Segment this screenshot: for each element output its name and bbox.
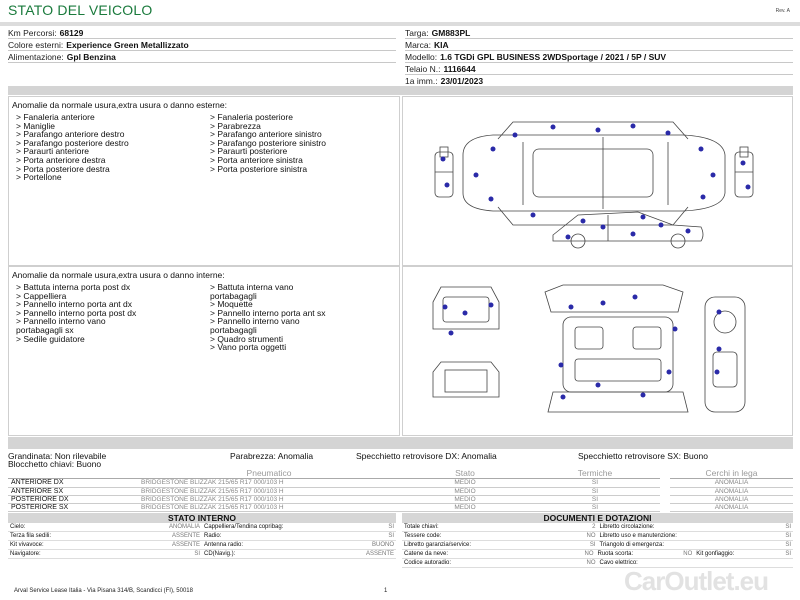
exterior-damage-list-2 xyxy=(210,113,326,173)
list-item: Libretto garanzia/service: SI Triangolo di emergenza: SI xyxy=(404,542,791,548)
tyre-model: BRIDGESTONE BLIZZAK 215/65 R17 000/103 H xyxy=(138,479,400,487)
tyre-winter: SI xyxy=(530,487,660,495)
info-label: Targa: xyxy=(405,28,429,38)
list-item: Totale chiavi: 2 Libretto circolazione: SI xyxy=(404,524,791,530)
info-label: Km Percorsi: xyxy=(8,28,57,38)
list-item: portabagagli sx xyxy=(16,324,74,335)
info-row xyxy=(8,39,396,51)
tyre-position: POSTERIORE SX xyxy=(8,503,138,511)
list-item: portabagagli xyxy=(210,290,257,301)
info-row xyxy=(405,51,793,63)
tyre-position: POSTERIORE DX xyxy=(8,495,138,503)
section-divider xyxy=(8,86,793,95)
list-item: > Paraurti anteriore xyxy=(16,146,89,157)
list-item: > Sedile guidatore xyxy=(16,333,85,344)
vehicle-info-left xyxy=(8,27,396,63)
tyre-state: MEDIO xyxy=(400,487,530,495)
list-item: portabagagli xyxy=(210,324,257,335)
info-row xyxy=(8,51,396,63)
list-item: > Fanaleria posteriore xyxy=(210,112,293,122)
list-item: Terza fila sedili: ASSENTE Radio: SI xyxy=(10,533,394,539)
tyres-header-stato: Stato xyxy=(400,468,530,479)
tyre-state: MEDIO xyxy=(400,479,530,487)
info-label: Colore esterni: xyxy=(8,40,64,50)
tyre-model: BRIDGESTONE BLIZZAK 215/65 R17 000/103 H xyxy=(138,503,400,511)
vehicle-info-right xyxy=(405,27,793,87)
list-item: > Pannello interno porta post dx xyxy=(16,307,137,318)
list-item: > Paraurti posteriore xyxy=(210,146,288,157)
list-item: > Cappelliera xyxy=(16,290,67,301)
list-item: Tessere code: NO Libretto uso e manutenzione: SI xyxy=(404,533,791,539)
table-row xyxy=(8,495,793,503)
interior-damage-list-2 xyxy=(210,283,326,352)
section-divider xyxy=(8,437,793,449)
tyre-winter: SI xyxy=(530,479,660,487)
info-value: Gpl Benzina xyxy=(66,52,116,62)
tyres-header-pneumatico: Pneumatico xyxy=(138,468,400,479)
info-value: 1.6 TGDi GPL BUSINESS 2WDSportage / 2021 / 5P / SUV xyxy=(440,52,667,62)
list-item: > Parafango anteriore sinistro xyxy=(210,129,322,140)
tyre-position: ANTERIORE SX xyxy=(8,487,138,495)
info-value: 23/01/2023 xyxy=(440,76,484,86)
interior-status-section xyxy=(8,513,396,559)
exterior-damage-title: Anomalie da normale usura,extra usura o danno esterne: xyxy=(12,100,227,110)
tyre-winter: SI xyxy=(530,495,660,503)
list-item: Navigatore: SI CD(Navig.): ASSENTE xyxy=(10,551,394,557)
list-item: > Pannello interno porta ant sx xyxy=(210,307,326,318)
info-label: 1a imm.: xyxy=(405,76,438,86)
info-value: 68129 xyxy=(59,28,84,38)
list-item: > Parafango posteriore destro xyxy=(16,137,129,148)
list-item: > Quadro strumenti xyxy=(210,333,283,344)
info-label: Telaio N.: xyxy=(405,64,441,74)
table-row xyxy=(8,487,793,495)
list-item: > Parafango anteriore destro xyxy=(16,129,125,140)
grandinata-status: Grandinata: Non rilevabile xyxy=(8,451,107,461)
list-item: > Vano porta oggetti xyxy=(210,342,287,353)
tyres-header-cerchi: Cerchi in lega xyxy=(670,468,793,479)
documents-section xyxy=(402,513,793,568)
mirror-dx-status: Specchietto retrovisore DX: Anomalia xyxy=(356,451,497,461)
info-value: Experience Green Metallizzato xyxy=(66,40,189,50)
list-item: Codice autoradio: NO Cavo elettrico: xyxy=(402,559,793,568)
tyres-rows xyxy=(8,479,793,512)
list-item: > Porta posteriore sinistra xyxy=(210,163,308,174)
tyre-state: MEDIO xyxy=(400,503,530,511)
watermark-logo: CarOutlet.eu xyxy=(624,566,769,596)
tyre-model: BRIDGESTONE BLIZZAK 215/65 R17 000/103 H xyxy=(138,487,400,495)
tyre-rim: ANOMALIA xyxy=(670,479,793,487)
interior-damage-title: Anomalie da normale usura,extra usura o danno interne: xyxy=(12,270,225,280)
info-label: Marca: xyxy=(405,40,431,50)
list-item: > Battuta interna vano xyxy=(210,282,294,292)
tyre-rim: ANOMALIA xyxy=(670,495,793,503)
tyre-state: MEDIO xyxy=(400,495,530,503)
interior-car-diagram xyxy=(403,267,792,435)
list-item: > Pannello interno porta ant dx xyxy=(16,299,133,310)
info-row xyxy=(405,39,793,51)
info-value: GM883PL xyxy=(431,28,471,38)
list-item: > Parabrezza xyxy=(210,120,261,131)
list-item: > Parafango posteriore sinistro xyxy=(210,137,326,148)
list-item: > Porta anteriore sinistra xyxy=(210,154,303,165)
list-item: > Pannello interno vano xyxy=(16,316,106,327)
tyres-header-termiche: Termiche xyxy=(530,468,660,479)
header-divider xyxy=(0,22,800,26)
mirror-sx-status: Specchietto retrovisore SX: Buono xyxy=(578,451,708,461)
table-row xyxy=(8,479,793,487)
list-item: > Porta posteriore destra xyxy=(16,163,110,174)
parabrezza-status: Parabrezza: Anomalia xyxy=(230,451,314,461)
info-label: Alimentazione: xyxy=(8,52,64,62)
info-label: Modello: xyxy=(405,52,438,62)
tyre-rim: ANOMALIA xyxy=(670,487,793,495)
info-row xyxy=(405,27,793,39)
interior-status-title: STATO INTERNO xyxy=(8,513,396,523)
info-row xyxy=(405,63,793,75)
table-row xyxy=(8,503,793,511)
tyre-model: BRIDGESTONE BLIZZAK 215/65 R17 000/103 H xyxy=(138,495,400,503)
list-item: Kit vivavoce: ASSENTE Antenna radio: BUONO xyxy=(10,542,394,548)
tyre-winter: SI xyxy=(530,503,660,511)
list-item: Cielo: ANOMALIA Cappelliera/Tendina copribag: SI xyxy=(10,524,394,530)
info-value: 1116644 xyxy=(443,64,476,74)
list-item: > Portellone xyxy=(16,172,62,183)
list-item: > Pannello interno vano xyxy=(210,316,300,327)
tyres-header xyxy=(8,468,793,479)
footer-company: Arval Service Lease Italia - Via Pisana 314/B, Scandicci (FI), 50018 xyxy=(14,588,193,594)
footer-page-number: 1 xyxy=(384,588,388,594)
info-row xyxy=(8,27,396,39)
tyre-position: ANTERIORE DX xyxy=(8,479,138,487)
key-lock-status: Blocchetto chiavi: Buono xyxy=(8,459,102,469)
list-item: > Moquette xyxy=(210,299,253,310)
list-item: > Battuta interna porta post dx xyxy=(16,282,131,292)
list-item: > Fanaleria anteriore xyxy=(16,112,95,122)
list-item: > Porta anteriore destra xyxy=(16,154,106,165)
tyre-rim: ANOMALIA xyxy=(670,503,793,511)
revision-label: Rev. A xyxy=(775,8,790,14)
exterior-car-diagram xyxy=(403,97,792,265)
interior-diagram-panel xyxy=(402,266,793,436)
tyres-table xyxy=(8,468,793,512)
list-item: Catene da neve: NO Ruota scorta: NO Kit gonfiaggio: SI xyxy=(404,551,791,557)
page-title: STATO DEL VEICOLO xyxy=(8,2,153,18)
documents-title: DOCUMENTI E DOTAZIONI xyxy=(402,513,793,523)
list-item: > Maniglie xyxy=(16,120,55,131)
exterior-damage-list-1 xyxy=(16,113,129,182)
interior-damage-list-1 xyxy=(16,283,136,343)
info-value: KIA xyxy=(433,40,449,50)
exterior-diagram-panel xyxy=(402,96,793,266)
